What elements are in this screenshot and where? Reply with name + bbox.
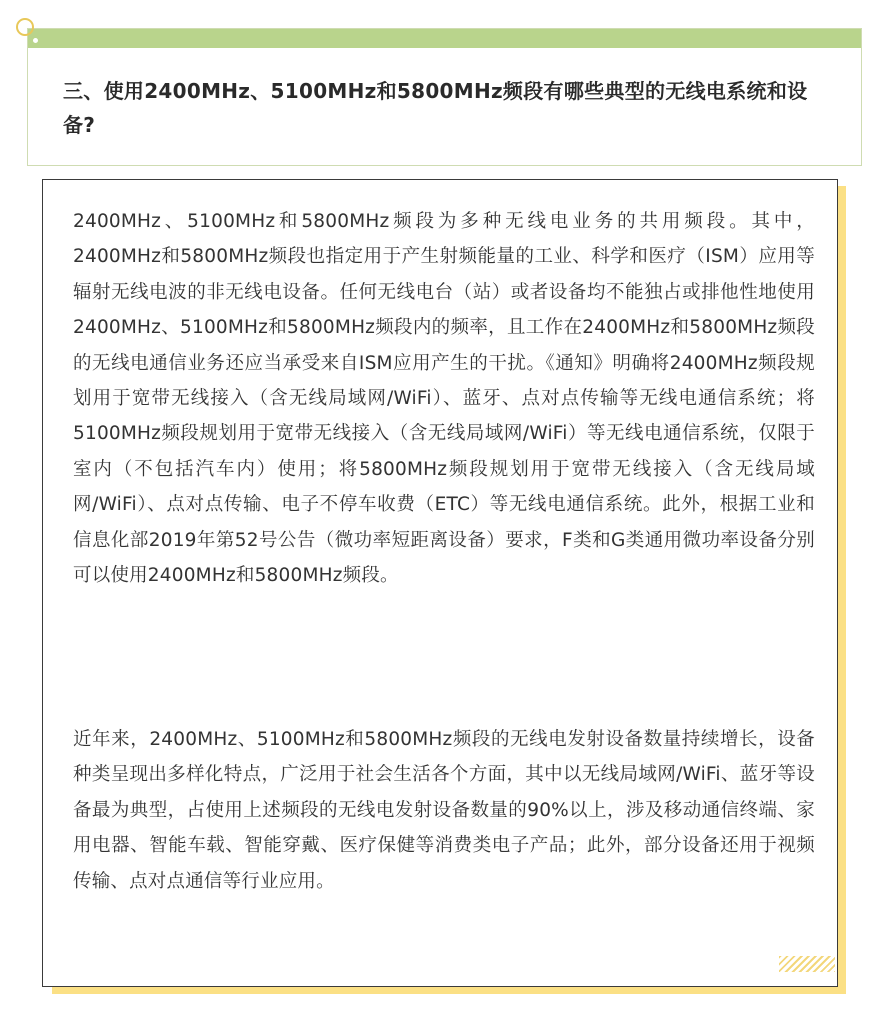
decorative-stripes <box>779 956 835 972</box>
question-title: 三、使用2400MHz、5100MHz和5800MHz频段有哪些典型的无线电系统和设备? <box>63 79 808 137</box>
answer-paragraph-2: 近年来，2400MHz、5100MHz和5800MHz频段的无线电发射设备数量持续增长，设备种类呈现出多样化特点，广泛用于社会生活各个方面，其中以无线局域网/WiFi、蓝牙等设备最为典型，占使用上述频段的无线电发射设备数量的90%以上，涉及移动通信终端、家用电器、智能车载、智能穿戴、医疗保健等消费类电子产品；此外，部分设备还用于视频传输、点对点通信等行业应用。 <box>73 729 815 892</box>
answer-card <box>42 179 838 987</box>
decorative-dot-icon <box>31 36 40 45</box>
answer-paragraph-1: 2400MHz、5100MHz和5800MHz频段为多种无线电业务的共用频段。其中，2400MHz和5800MHz频段也指定用于产生射频能量的工业、科学和医疗（ISM）应用等辐射无线电波的非无线电设备。任何无线电台（站）或者设备均不能独占或排他性地使用2400MHz、5100MHz和5800MHz频段内的频率，且工作在2400MHz和5800MHz频段的无线电通信业务还应当承受来自ISM应用产生的干扰。《通知》明确将2400MHz频段规划用于宽带无线接入（含无线局域网/WiFi）、蓝牙、点对点传输等无线电通信系统；将5100MHz频段规划用于宽带无线接入（含无线局域网/WiFi）等无线电通信系统，仅限于室内（不包括汽车内）使用；将5800MHz频段规划用于宽带无线接入（含无线局域网/WiFi）、点对点传输、电子不停车收费（ETC）等无线电通信系统。此外，根据工业和信息化部2019年第52号公告（微功率短距离设备）要求，F类和G类通用微功率设备分别可以使用2400MHz和5800MHz频段。 <box>73 211 815 587</box>
question-header-bar <box>28 29 861 48</box>
decorative-ring-icon <box>16 18 34 36</box>
